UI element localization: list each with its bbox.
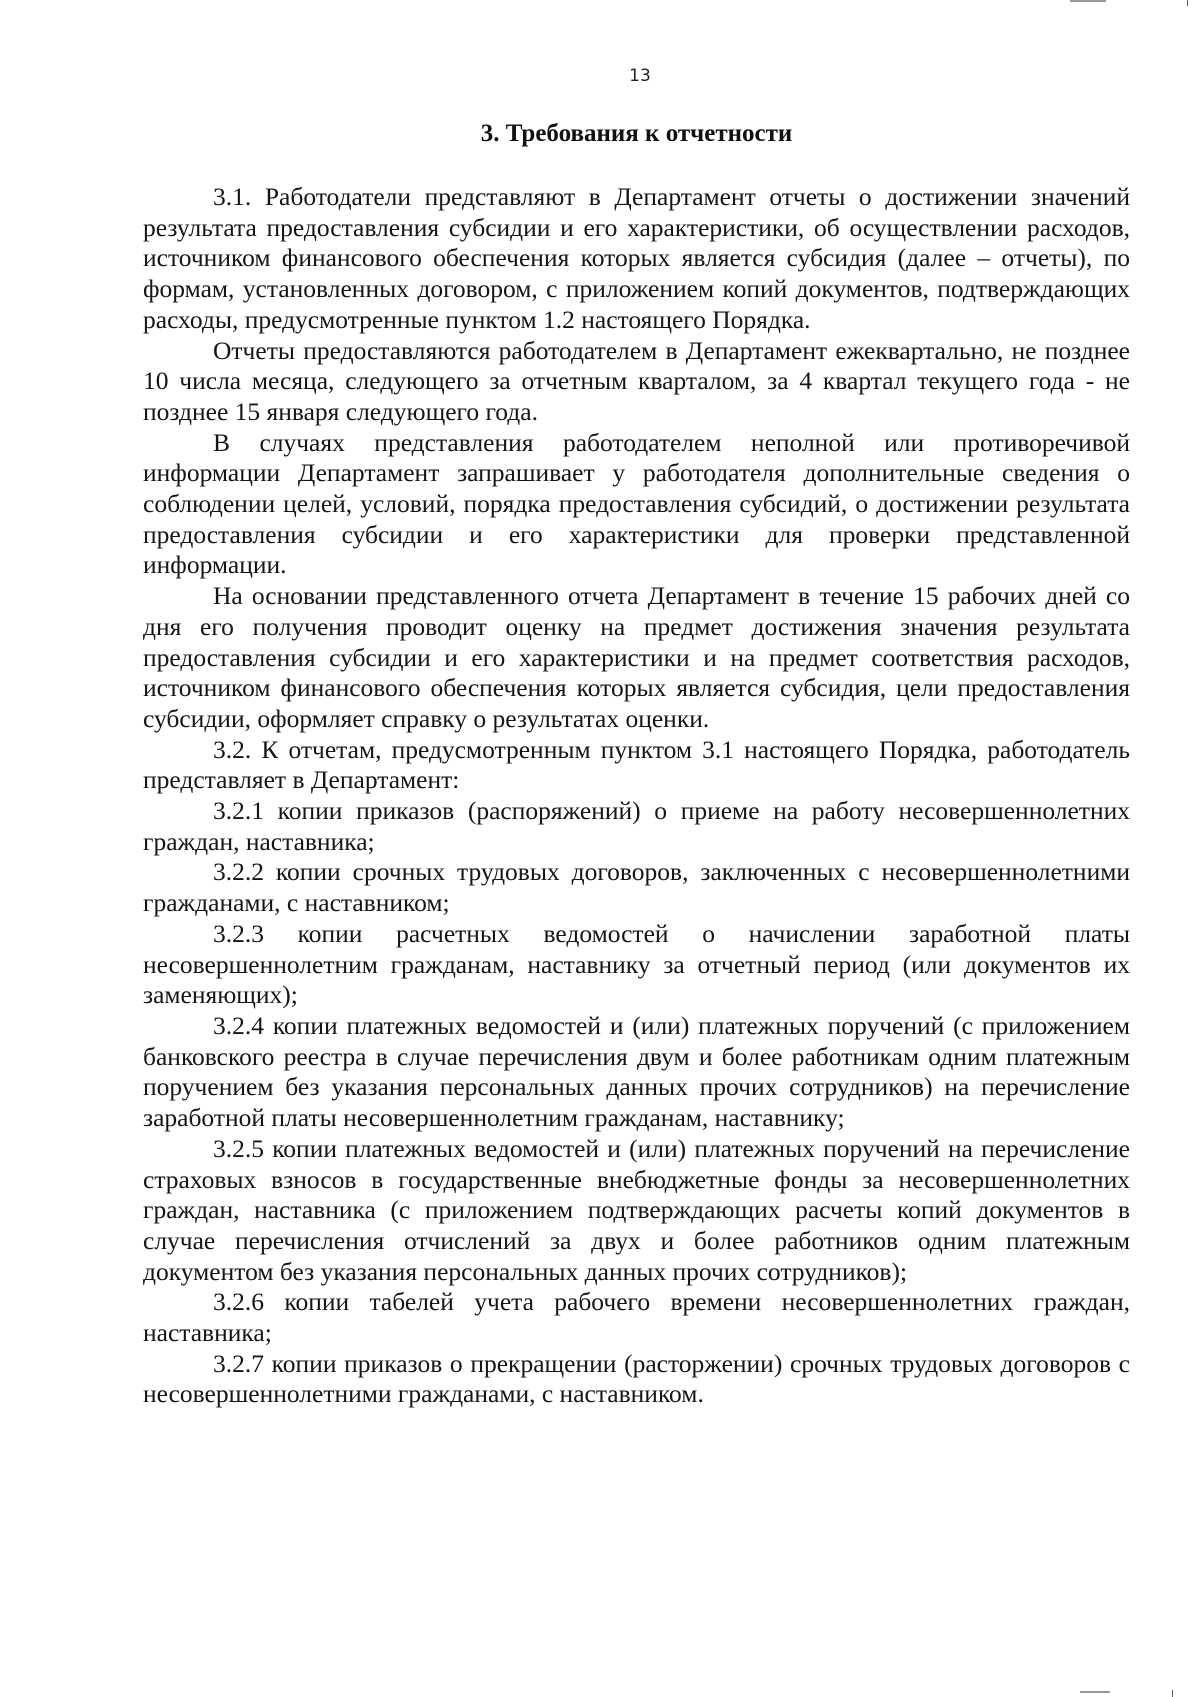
page-number: 13: [629, 66, 651, 86]
document-body: [143, 182, 1130, 1410]
paragraph-3-2-6: 3.2.6 копии табелей учета рабочего времени несовершеннолетних граждан, наставника;: [143, 1287, 1130, 1348]
paragraph-3-2-1: 3.2.1 копии приказов (распоряжений) о приеме на работу несовершеннолетних граждан, наставника;: [143, 796, 1130, 856]
paragraph-3-2-5: 3.2.5 копии платежных ведомостей и (или) платежных поручений на перечисление страховых взносов в государственные внебюджетные фонды за несовершеннолетних граждан, наставника (с приложением подтверждающих расчеты копий документов в случае перечисления отчислений за двух и более работников одним платежным документом без указания персональных данных прочих сотрудников);: [143, 1133, 1130, 1286]
paragraph-3-2-4: 3.2.4 копии платежных ведомостей и (или) платежных поручений (с приложением банковского реестра в случае перечисления двум и более работникам одним платежным поручением без указания персональных данных прочих сотрудников) на перечисление заработной платы несовершеннолетним гражданам, наставнику;: [143, 1010, 1130, 1133]
scan-edge-mark: [1080, 1691, 1110, 1693]
paragraph-3-1: 3.1. Работодатели представляют в Департамент отчеты о достижении значений результата предоставления субсидии и его характеристики, об осуществлении расходов, источником финансового обеспечения которых является субсидия (далее – отчеты), по формам, установленных договором, с приложением копий документов, подтверждающих расходы, предусмотренные пунктом 1.2 настоящего Порядка.: [143, 182, 1130, 334]
paragraph-incomplete-info: В случаях представления работодателем неполной или противоречивой информации Департамент запрашивает у работодателя дополнительные сведения о соблюдении целей, условий, порядка предоставления субсидий, о достижении результата предоставления субсидии и его характеристики для проверки представленной информации.: [143, 427, 1130, 580]
scan-edge-mark: [1187, 0, 1188, 6]
paragraph-3-2-3: 3.2.3 копии расчетных ведомостей о начислении заработной платы несовершеннолетним гражданам, наставнику за отчетный период (или документов их заменяющих);: [143, 918, 1130, 1010]
paragraph-evaluation: На основании представленного отчета Департамент в течение 15 рабочих дней со дня его получения проводит оценку на предмет достижения значения результата предоставления субсидии и его характеристики и на предмет соответствия расходов, источником финансового обеспечения которых является субсидия, цели предоставления субсидии, оформляет справку о результатах оценки.: [143, 581, 1130, 733]
paragraph-reports-deadline: Отчеты предоставляются работодателем в Департамент ежеквартально, не позднее 10 числа месяца, следующего за отчетным кварталом, за 4 квартал текущего года - не позднее 15 января следующего года.: [143, 335, 1130, 426]
paragraph-3-2-7: 3.2.7 копии приказов о прекращении (расторжении) срочных трудовых договоров с несовершеннолетними гражданами, с наставником.: [143, 1348, 1130, 1409]
section-title: 3. Требования к отчетности: [480, 120, 793, 147]
scan-edge-mark: [1172, 1690, 1173, 1697]
scan-edge-mark: [1070, 0, 1106, 2]
paragraph-3-2-2: 3.2.2 копии срочных трудовых договоров, заключенных с несовершеннолетними гражданами, с наставником;: [143, 857, 1130, 918]
paragraph-3-2: 3.2. К отчетам, предусмотренным пунктом 3.1 настоящего Порядка, работодатель представляет в Департамент:: [143, 734, 1130, 795]
